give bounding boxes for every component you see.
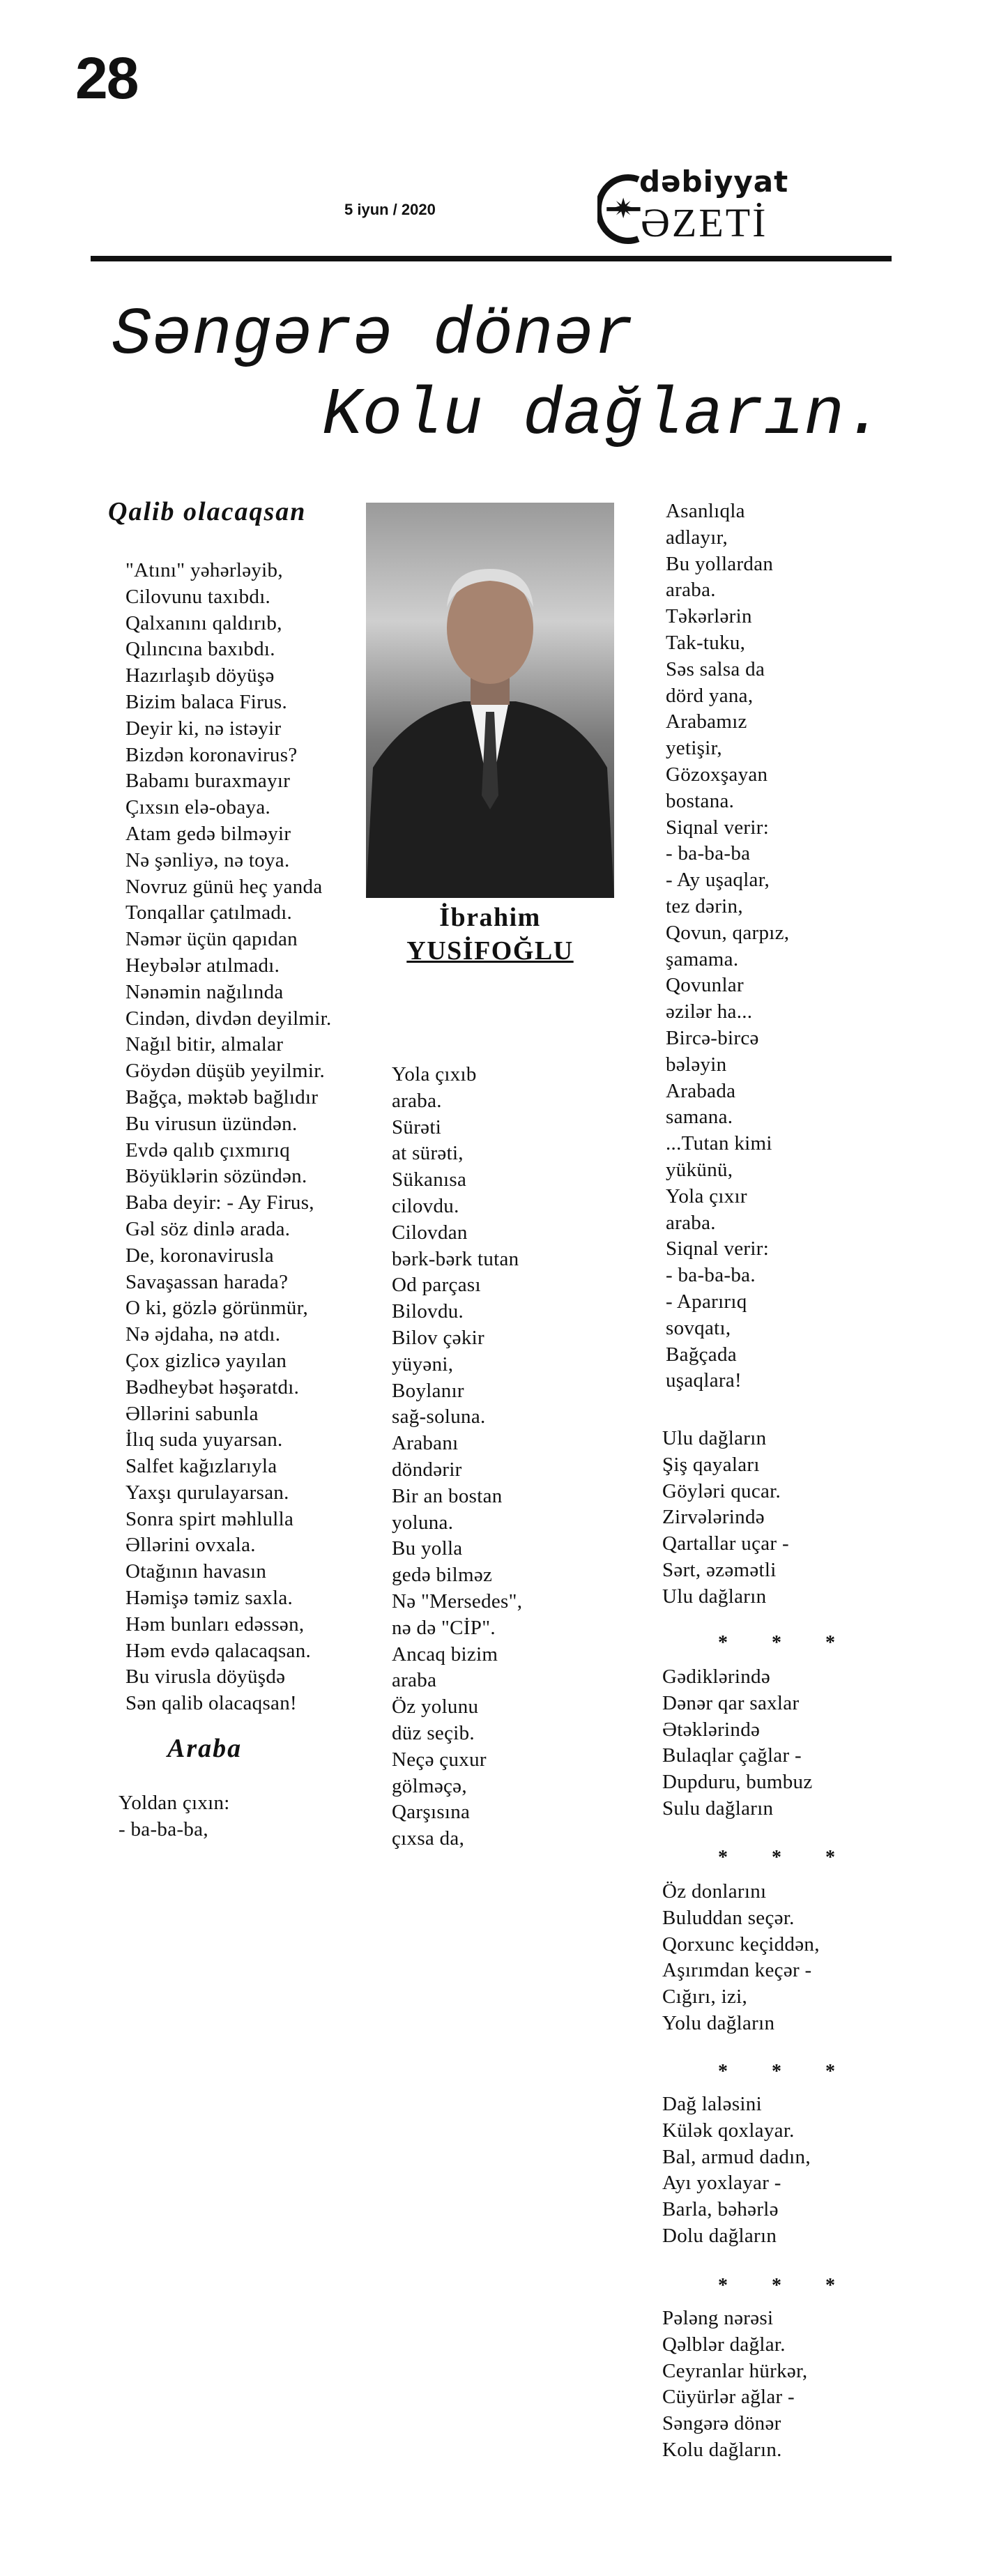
poem-line: Bilov çəkir bbox=[392, 1326, 484, 1349]
poem-line: Dolu dağların bbox=[662, 2224, 777, 2247]
issue-date: 5 iyun / 2020 bbox=[344, 201, 436, 218]
poem-line: Savaşassan harada? bbox=[125, 1270, 289, 1293]
poem-line: sağ-soluna. bbox=[392, 1405, 486, 1428]
poem-line: Öz yolunu bbox=[392, 1695, 479, 1718]
poem-line: Heybələr atılmadı. bbox=[125, 954, 280, 977]
poem-line: Qılıncına baxıbdı. bbox=[125, 638, 275, 661]
poem-line: Nənəmin nağılında bbox=[125, 980, 284, 1003]
author-name bbox=[366, 901, 614, 968]
stanza-separator: * * * bbox=[718, 2061, 855, 2082]
poem-line: Gözoxşayan bbox=[666, 763, 768, 786]
poem-line: cilovdu. bbox=[392, 1194, 459, 1217]
logo-line1: dəbiyyat bbox=[639, 165, 789, 199]
poem-dag-stanza bbox=[662, 2091, 811, 2250]
poem-line: Cilovdan bbox=[392, 1221, 468, 1244]
poem-line: Kolu dağların. bbox=[662, 2438, 782, 2461]
poem-line: Böyüklərin sözündən. bbox=[125, 1165, 307, 1188]
poem-line: Pələng nərəsi bbox=[662, 2307, 774, 2329]
author-portrait-image bbox=[366, 503, 614, 898]
poem-title-qalib: Qalib olacaqsan bbox=[108, 497, 307, 526]
poem-line: Yolu dağların bbox=[662, 2011, 775, 2034]
poem-title-araba: Araba bbox=[167, 1734, 243, 1763]
poem-line: Yaxşı qurulayarsan. bbox=[125, 1481, 289, 1504]
poem-line: Dupduru, bumbuz bbox=[662, 1771, 813, 1794]
poem-line: Qovunlar bbox=[666, 974, 744, 997]
poem-araba-col2 bbox=[392, 1062, 522, 1852]
poem-line: Cindən, divdən deyilmir. bbox=[125, 1007, 332, 1030]
poem-line: Sən qalib olacaqsan! bbox=[125, 1692, 297, 1715]
poem-line: araba. bbox=[392, 1089, 442, 1112]
poem-line: Cığırı, izi, bbox=[662, 1986, 748, 2009]
poem-line: yükünü, bbox=[666, 1158, 733, 1181]
poem-line: Babamı buraxmayır bbox=[125, 770, 291, 793]
poem-line: Gəl söz dinlə arada. bbox=[125, 1217, 291, 1240]
poem-line: yetişir, bbox=[666, 737, 722, 760]
poem-line: Evdə qalıb çıxmırıq bbox=[125, 1138, 291, 1161]
poem-line: Nəmər üçün qapıdan bbox=[125, 928, 298, 951]
poem-line: Dağ laləsini bbox=[662, 2093, 762, 2115]
poem-line: Gədiklərində bbox=[662, 1666, 770, 1688]
poem-line: Bu virusla döyüşdə bbox=[125, 1666, 286, 1689]
poem-line: Neçə çuxur bbox=[392, 1748, 487, 1771]
poem-line: Arabamız bbox=[666, 710, 747, 733]
poem-line: Ətəklərində bbox=[662, 1718, 761, 1741]
poem-line: dörd yana, bbox=[666, 684, 754, 707]
poem-line: Bir an bostan bbox=[392, 1484, 503, 1507]
poem-line: Göyləri qucar. bbox=[662, 1479, 781, 1502]
poem-line: Həm evdə qalacaqsan. bbox=[125, 1639, 312, 1662]
poem-line: Yola çıxıb bbox=[392, 1063, 477, 1085]
poem-line: Əllərini ovxala. bbox=[125, 1534, 256, 1557]
poem-line: Çıxsın elə-obaya. bbox=[125, 796, 271, 819]
poem-line: Bizdən koronavirus? bbox=[125, 743, 298, 766]
poem-line: Bircə-bircə bbox=[666, 1026, 759, 1049]
poem-line: De, koronavirusla bbox=[125, 1244, 274, 1267]
poem-line: Bizim balaca Firus. bbox=[125, 690, 288, 713]
poem-line: Ayı yoxlayar - bbox=[662, 2172, 781, 2195]
poem-line: Qarşısına bbox=[392, 1801, 471, 1824]
poem-line: Bu yollardan bbox=[666, 552, 774, 575]
poem-line: Tak-tuku, bbox=[666, 631, 746, 654]
poem-line: yüyəni, bbox=[392, 1352, 454, 1375]
poem-line: Qorxunc keçiddən, bbox=[662, 1933, 820, 1956]
stanza-separator: * * * bbox=[718, 1632, 855, 1654]
poem-line: Bu virusun üzündən. bbox=[125, 1112, 298, 1135]
poem-line: Səs salsa da bbox=[666, 657, 765, 680]
poem-line: Təkərlərin bbox=[666, 605, 752, 628]
poem-line: Deyir ki, nə istəyir bbox=[125, 717, 282, 740]
poem-line: çıxsa da, bbox=[392, 1827, 465, 1850]
page-number: 28 bbox=[75, 45, 138, 111]
poem-line: Nə şənliyə, nə toya. bbox=[125, 848, 290, 871]
poem-line: döndərir bbox=[392, 1458, 462, 1481]
poem-line: - Aparırıq bbox=[666, 1290, 747, 1313]
poem-line: Baba deyir: - Ay Firus, bbox=[125, 1191, 314, 1214]
poem-line: bələyin bbox=[666, 1053, 727, 1076]
header-rule bbox=[91, 256, 892, 261]
poem-line: Bilovdu. bbox=[392, 1300, 464, 1323]
poem-qalib-body bbox=[125, 558, 332, 1717]
poem-line: samana. bbox=[666, 1106, 733, 1129]
poem-line: Ulu dağların bbox=[662, 1585, 767, 1608]
headline-line2: Kolu dağların. bbox=[322, 377, 885, 453]
poem-line: Göydən düşüb yeyilmir. bbox=[125, 1060, 326, 1083]
poem-line: Öz donlarını bbox=[662, 1880, 767, 1903]
poem-line: Siqnal verir: bbox=[666, 1237, 770, 1260]
poem-line: Çox gizlicə yayılan bbox=[125, 1349, 287, 1372]
poem-line: Sükanısa bbox=[392, 1168, 467, 1191]
poem-line: şamama. bbox=[666, 947, 739, 970]
poem-line: Ulu dağların bbox=[662, 1427, 767, 1449]
poem-line: Cilovunu taxıbdı. bbox=[125, 585, 271, 608]
poem-dag-stanza bbox=[662, 1426, 789, 1610]
poem-line: Sonra spirt məhlulla bbox=[125, 1507, 294, 1530]
poem-line: Yoldan çıxın: bbox=[119, 1792, 230, 1814]
poem-line: Qovun, qarpız, bbox=[666, 921, 790, 944]
poem-line: araba. bbox=[666, 1211, 716, 1234]
poem-line: Siqnal verir: bbox=[666, 816, 770, 839]
poem-dag-stanza bbox=[662, 2306, 807, 2464]
poem-line: Sürəti bbox=[392, 1115, 442, 1138]
poem-line: nə də "CİP". bbox=[392, 1616, 496, 1639]
author-first-name: İbrahim bbox=[439, 903, 541, 932]
stanza-separator: * * * bbox=[718, 1847, 855, 1868]
poem-line: - ba-ba-ba. bbox=[666, 1264, 756, 1287]
author-photo bbox=[366, 503, 614, 898]
poem-dag-stanza bbox=[662, 1879, 820, 2037]
poem-line: Bu yolla bbox=[392, 1537, 463, 1560]
poem-line: Asanlıqla bbox=[666, 500, 745, 522]
poem-line: Əllərini sabunla bbox=[125, 1402, 259, 1425]
poem-line: Bağçada bbox=[666, 1343, 737, 1366]
poem-line: Otağının havasın bbox=[125, 1560, 267, 1583]
poem-line: Qəlblər dağlar. bbox=[662, 2333, 786, 2356]
poem-araba-col3 bbox=[666, 498, 789, 1394]
poem-line: Atam gedə bilməyir bbox=[125, 822, 291, 845]
poem-line: O ki, gözlə görünmür, bbox=[125, 1297, 309, 1320]
poem-line: Buluddan seçər. bbox=[662, 1906, 795, 1929]
poem-line: Yola çıxır bbox=[666, 1184, 747, 1207]
poem-line: Qartallar uçar - bbox=[662, 1532, 789, 1555]
poem-line: Şiş qayaları bbox=[662, 1453, 760, 1476]
poem-line: Səngərə dönər bbox=[662, 2412, 781, 2435]
poem-line: Qalxanını qaldırıb, bbox=[125, 611, 282, 634]
poem-line: gedə bilməz bbox=[392, 1564, 493, 1587]
poem-line: Novruz günü heç yanda bbox=[125, 875, 323, 898]
poem-line: uşaqlara! bbox=[666, 1369, 742, 1392]
poem-line: Nağıl bitir, almalar bbox=[125, 1033, 284, 1056]
poem-line: Bağça, məktəb bağlıdır bbox=[125, 1085, 319, 1108]
poem-line: Külək qoxlayar. bbox=[662, 2119, 795, 2142]
poem-line: Həm bunları edəssən, bbox=[125, 1613, 305, 1636]
stanza-separator: * * * bbox=[718, 2275, 855, 2296]
poem-line: araba bbox=[392, 1669, 437, 1692]
poem-araba-col1 bbox=[119, 1790, 230, 1843]
poem-line: - ba-ba-ba, bbox=[119, 1817, 208, 1840]
poem-line: Dənər qar saxlar bbox=[662, 1691, 800, 1714]
poem-line: at sürəti, bbox=[392, 1142, 464, 1165]
poem-line: Ancaq bizim bbox=[392, 1643, 498, 1666]
headline-line1: Səngərə dönər bbox=[112, 297, 634, 373]
poem-line: Bulaqlar çağlar - bbox=[662, 1744, 802, 1767]
poem-line: Bədheybət həşəratdı. bbox=[125, 1375, 300, 1398]
poem-line: düz seçib. bbox=[392, 1721, 475, 1744]
poem-line: Aşırımdan keçər - bbox=[662, 1959, 812, 1982]
poem-line: əzilər ha... bbox=[666, 1000, 753, 1023]
poem-line: Salfet kağızlarıyla bbox=[125, 1455, 277, 1478]
poem-line: ...Tutan kimi bbox=[666, 1132, 772, 1155]
poem-line: Boylanır bbox=[392, 1379, 464, 1402]
logo-line2: ƏZETİ bbox=[641, 200, 768, 245]
poem-line: yoluna. bbox=[392, 1511, 454, 1534]
poem-line: sovqatı, bbox=[666, 1316, 731, 1339]
poem-line: Arabanı bbox=[392, 1432, 459, 1455]
poem-line: Sərt, əzəmətli bbox=[662, 1558, 777, 1581]
poem-line: adlayır, bbox=[666, 526, 728, 549]
poem-line: "Atını" yəhərləyib, bbox=[125, 559, 283, 581]
poem-line: İlıq suda yuyarsan. bbox=[125, 1428, 283, 1451]
poem-line: - ba-ba-ba bbox=[666, 842, 751, 865]
poem-line: bostana. bbox=[666, 789, 735, 812]
poem-line: Bal, armud dadın, bbox=[662, 2145, 811, 2168]
author-last-name: YUSİFOĞLU bbox=[406, 936, 574, 966]
poem-line: Nə əjdaha, nə atdı. bbox=[125, 1323, 281, 1346]
poem-line: bərk-bərk tutan bbox=[392, 1247, 519, 1270]
poem-line: tez dərin, bbox=[666, 894, 743, 917]
poem-line: - Ay uşaqlar, bbox=[666, 869, 770, 892]
poem-dag-stanza bbox=[662, 1664, 813, 1822]
poem-line: gölməçə, bbox=[392, 1774, 467, 1797]
poem-line: Hazırlaşıb döyüşə bbox=[125, 664, 275, 687]
poem-line: Ceyranlar hürkər, bbox=[662, 2359, 808, 2382]
poem-line: Sulu dağların bbox=[662, 1797, 774, 1820]
newspaper-logo bbox=[597, 165, 848, 249]
poem-line: Barla, bəhərlə bbox=[662, 2198, 779, 2221]
poem-line: Həmişə təmiz saxla. bbox=[125, 1587, 293, 1610]
poem-line: Arabada bbox=[666, 1079, 736, 1102]
poem-line: Zirvələrində bbox=[662, 1506, 765, 1529]
poem-line: Nə "Mersedes", bbox=[392, 1590, 523, 1613]
poem-line: araba. bbox=[666, 579, 716, 602]
poem-line: Od parçası bbox=[392, 1274, 481, 1297]
poem-line: Tonqallar çatılmadı. bbox=[125, 901, 293, 924]
poem-line: Cüyürlər ağlar - bbox=[662, 2386, 795, 2409]
